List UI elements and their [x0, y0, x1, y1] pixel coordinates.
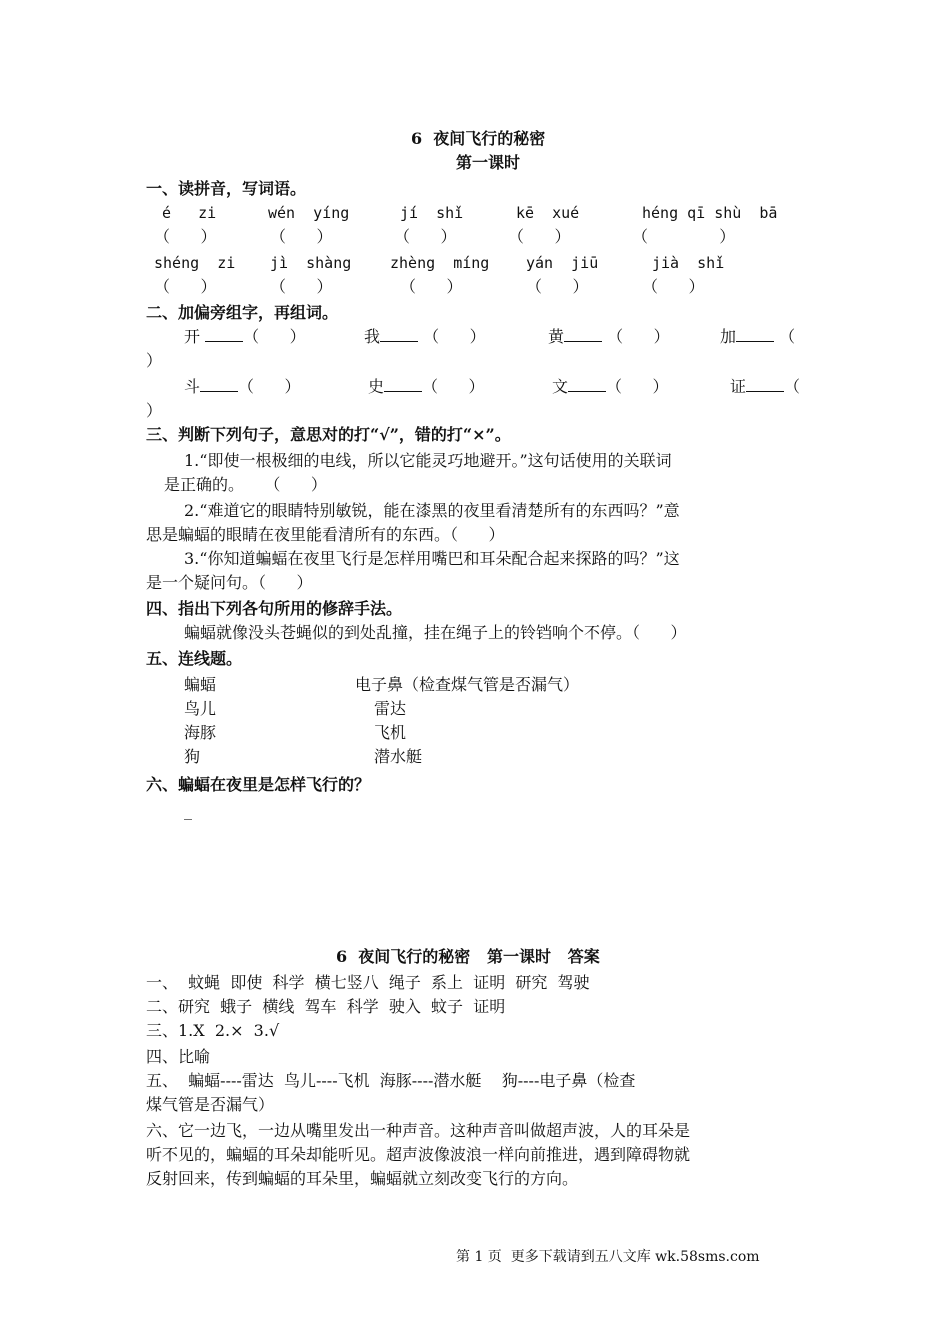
radical-item: 开 （ ） — [184, 327, 306, 346]
answer-paren: （ ） — [642, 277, 705, 296]
question-text: 思是蝙蝠的眼睛在夜里能看清所有的东西。（ ） — [146, 525, 505, 544]
radical-item: 斗 （ ） — [184, 377, 301, 396]
question-text: 是正确的。 （ ） — [164, 475, 327, 494]
match-left-item: 蝙蝠 — [184, 675, 217, 694]
match-left-item: 狗 — [184, 747, 201, 766]
answer-paren: （ ） — [400, 277, 463, 296]
pinyin-item: jì shàng — [270, 254, 352, 272]
match-left-item: 鸟儿 — [184, 699, 217, 718]
answer-paren: （ ） — [270, 277, 333, 296]
blank-line — [200, 377, 238, 392]
blank-line — [568, 377, 606, 392]
page-title: 6 夜间飞行的秘密 — [411, 129, 546, 148]
answer-paren: （ ） — [526, 277, 589, 296]
blank-line — [384, 377, 422, 392]
answer-line: 听不见的，蝙蝠的耳朵却能听见。超声波像波浪一样向前推进，遇到障碍物就 — [146, 1145, 691, 1164]
answer-paren: （ ） — [394, 227, 457, 246]
radical-char: 证 — [730, 377, 747, 396]
radical-item: 证 （ — [730, 377, 801, 396]
section-2-heading: 二、加偏旁组字，再组词。 — [146, 303, 339, 322]
page-footer: 第 1 页 更多下载请到五八文库 wk.58sms.com — [456, 1249, 760, 1265]
radical-char: 我 — [364, 327, 381, 346]
page-subtitle: 第一课时 — [456, 153, 521, 172]
pinyin-item: é zi — [162, 204, 217, 222]
question-text: 3.“你知道蝙蝠在夜里飞行是怎样用嘴巴和耳朵配合起来探路的吗？”这 — [184, 549, 680, 568]
pinyin-item: yán jiū — [526, 254, 599, 272]
answer-paren: （ ） — [154, 277, 217, 296]
radical-char: 开 — [184, 327, 201, 346]
blank-line — [380, 327, 418, 342]
pinyin-item: héng qī shù bā — [642, 204, 778, 222]
radical-item: 文 （ ） — [552, 377, 669, 396]
answers-title: 6 夜间飞行的秘密 第一课时 答案 — [336, 947, 600, 966]
radical-item: 史 （ ） — [368, 377, 485, 396]
answer-line: 一、 蚊蝇 即使 科学 横七竖八 绳子 系上 证明 研究 驾驶 — [146, 973, 590, 992]
question-text: 是一个疑问句。（ ） — [146, 573, 313, 592]
radical-char: 史 — [368, 377, 385, 396]
question-text: 1.“即使一根极细的电线，所以它能灵巧地避开。”这句话使用的关联词 — [184, 451, 672, 470]
radical-char: 黄 — [548, 327, 565, 346]
pinyin-item: jià shǐ — [652, 254, 725, 272]
section-3-heading: 三、判断下列句子，意思对的打“√”，错的打“×”。 — [146, 425, 511, 444]
match-right-item: 雷达 — [374, 699, 407, 718]
answer-line: 五、 蝙蝠----雷达 鸟儿----飞机 海豚----潜水艇 狗----电子鼻（检查 — [146, 1071, 636, 1090]
match-right-item: 飞机 — [374, 723, 407, 742]
pinyin-item: wén yíng — [268, 204, 350, 222]
pinyin-item: jí shǐ — [400, 204, 464, 222]
radical-item: 加 （ — [720, 327, 796, 346]
question-text: 2.“难道它的眼睛特别敏锐，能在漆黑的夜里看清楚所有的东西吗？”意 — [184, 501, 680, 520]
answer-line: 四、比喻 — [146, 1047, 211, 1066]
match-right-item: 电子鼻（检查煤气管是否漏气） — [355, 675, 580, 694]
blank-line — [746, 377, 784, 392]
answer-paren: （ ） — [154, 227, 217, 246]
answer-paren: （ ） — [632, 227, 736, 246]
radical-item: 我 （ ） — [364, 327, 486, 346]
answer-paren: （ ） — [508, 227, 571, 246]
radical-char: 文 — [552, 377, 569, 396]
match-right-item: 潜水艇 — [374, 747, 423, 766]
answer-line-mark: _ — [184, 801, 192, 820]
radical-item: 黄 （ ） — [548, 327, 670, 346]
radical-char: 斗 — [184, 377, 201, 396]
pinyin-item: kē xué — [516, 204, 580, 222]
answer-line: 反射回来，传到蝙蝠的耳朵里，蝙蝠就立刻改变飞行的方向。 — [146, 1169, 579, 1188]
blank-line — [205, 327, 243, 342]
answer-line: 三、1.X 2.× 3.√ — [146, 1021, 280, 1040]
wrap-paren: ） — [146, 351, 163, 370]
answer-line: 六、它一边飞，一边从嘴里发出一种声音。这种声音叫做超声波，人的耳朵是 — [146, 1121, 691, 1140]
wrap-paren: ） — [146, 401, 163, 420]
answer-line: 煤气管是否漏气） — [146, 1095, 275, 1114]
answer-line: 二、研究 蛾子 横线 驾车 科学 驶入 蚊子 证明 — [146, 997, 506, 1016]
radical-char: 加 — [720, 327, 737, 346]
blank-line — [564, 327, 602, 342]
question-text: 蝙蝠就像没头苍蝇似的到处乱撞，挂在绳子上的铃铛响个不停。（ ） — [184, 623, 687, 642]
match-left-item: 海豚 — [184, 723, 217, 742]
section-6-heading: 六、蝙蝠在夜里是怎样飞行的？ — [146, 775, 371, 794]
section-5-heading: 五、连线题。 — [146, 649, 243, 668]
pinyin-item: zhèng míng — [390, 254, 490, 272]
section-1-heading: 一、读拼音，写词语。 — [146, 179, 307, 198]
answer-paren: （ ） — [270, 227, 333, 246]
section-4-heading: 四、指出下列各句所用的修辞手法。 — [146, 599, 403, 618]
pinyin-item: shéng zi — [154, 254, 236, 272]
blank-line — [736, 327, 774, 342]
